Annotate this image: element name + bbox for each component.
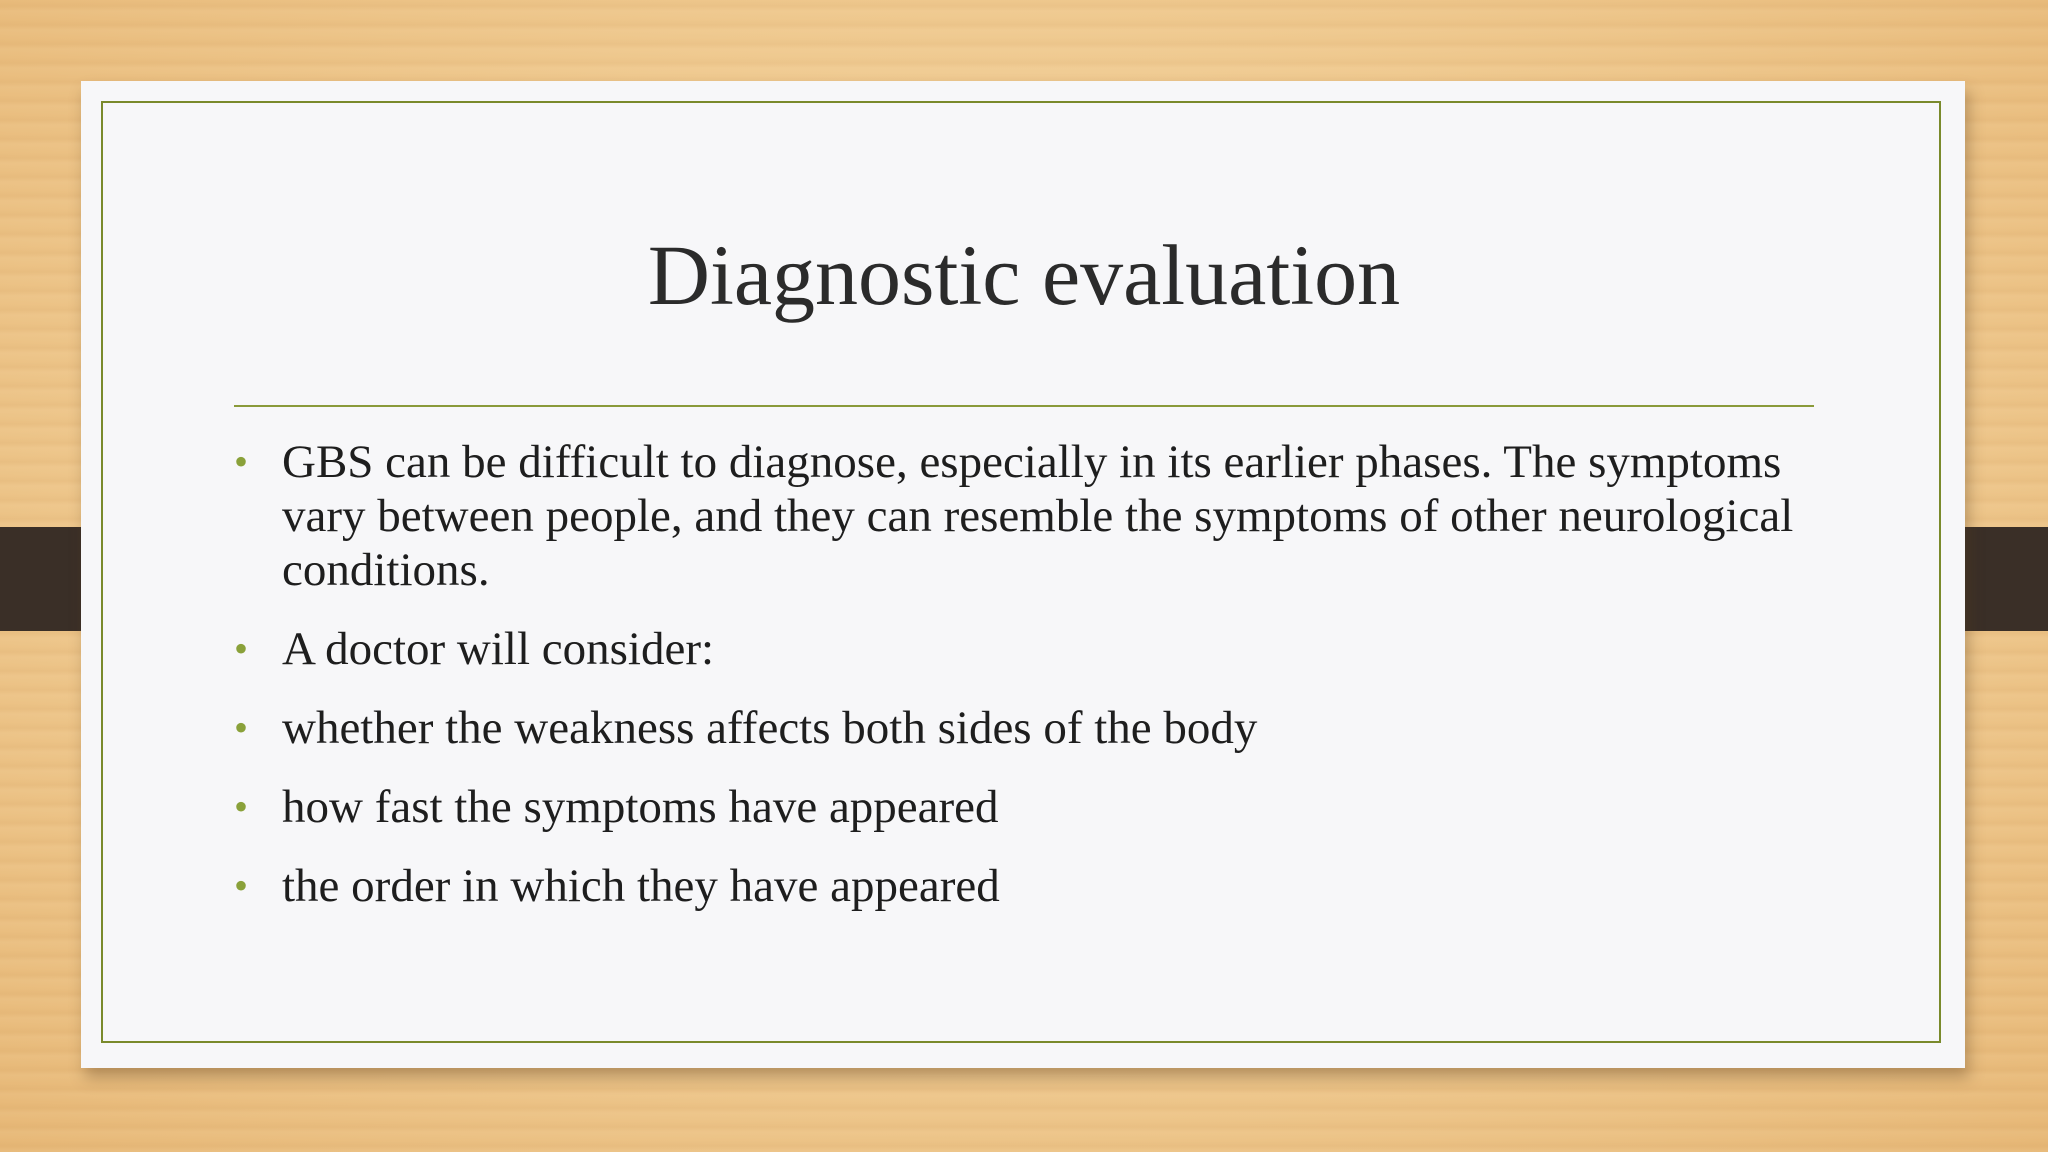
bullet-text: A doctor will consider: (282, 623, 715, 675)
bullet-list (234, 435, 1814, 938)
bullet-text: how fast the symptoms have appeared (282, 781, 999, 833)
bullet-item (234, 435, 1814, 597)
bullet-item (234, 622, 1814, 676)
bullet-icon: • (234, 439, 249, 484)
bullet-item (234, 701, 1814, 755)
bullet-icon: • (234, 626, 249, 671)
title-divider (234, 405, 1814, 407)
slide-title: Diagnostic evaluation (647, 227, 1401, 323)
bullet-item (234, 780, 1814, 834)
bullet-text: whether the weakness affects both sides of the body (282, 702, 1258, 754)
bullet-icon: • (234, 863, 249, 908)
bullet-icon: • (234, 784, 249, 829)
bullet-text: GBS can be difficult to diagnose, especially in its earlier phases. The symptoms vary between people, and they can resemble the symptoms of other neurological conditions. (282, 436, 1794, 596)
bullet-text: the order in which they have appeared (282, 860, 1000, 912)
bullet-item (234, 859, 1814, 913)
bullet-icon: • (234, 705, 249, 750)
